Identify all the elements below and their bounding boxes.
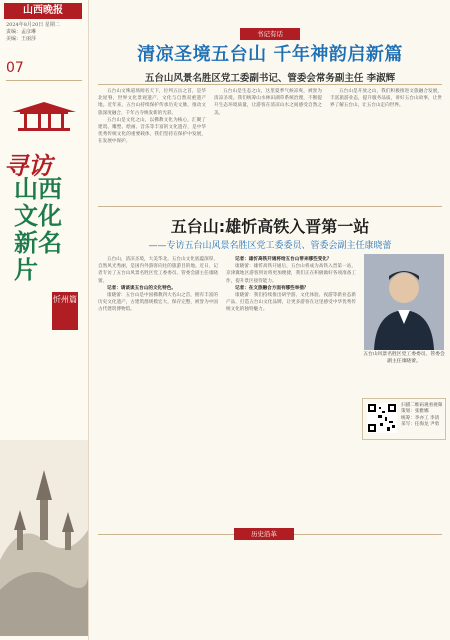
page-headline: 清凉圣境五台山 千年神韵启新篇 [137, 44, 403, 65]
issue-editor: 责编：孟彦琳 [6, 29, 37, 35]
paragraph: 五台山，清凉圣境，大美华北。五台山文化底蕴深厚，自然风光秀丽，是国内外游客向往的旅游目的地。近日，记者专访了五台山风景名胜区党工委委员、管委会副主任康晓蕾。 [98, 257, 218, 284]
issue-date: 2024年8月20日 星期二 [6, 22, 60, 28]
paragraph: 五台山是生态之山，这里夏季气候凉爽，被誉为清凉圣境。我们统筹山水林田湖草系统治理，不断提升生态环境质量，让游客在清凉山水之间感受自然之美。 [214, 89, 322, 116]
sidebar [0, 0, 89, 640]
column-title: 山西文化新名片 [14, 175, 62, 284]
paragraph: 康晓蕾：我们持续推出研学游、文化体验、夜游等新业态新产品，打造五台山文化品牌，让更多游客在这里感受中华优秀传统文化的独特魅力。 [226, 293, 356, 313]
qr-text-line: 策划：张雅娜 [401, 409, 429, 415]
qr-text-line: 扫描二维码观看视频 [401, 403, 443, 408]
article-headline: 五台山:雄忻高铁入晋第一站 [170, 217, 370, 236]
paragraph: 五台山是文化之山，以佛教文化为核心，汇聚了建筑、雕塑、绘画、音乐等丰富的文化遗存，是中华优秀传统文化的重要载体，我们坚持在保护中发展，在发展中保护。 [98, 117, 206, 145]
qr-text-line: 统筹：李亦工 李清 [401, 415, 440, 421]
question: 记者：请谈谈五台山的文化特色。 [107, 285, 176, 291]
top-byline: 五台山风景名胜区党工委副书记、管委会常务副主任 李淑辉 [144, 73, 396, 84]
top-article-col-1 [98, 88, 206, 202]
article-col-1 [98, 256, 218, 520]
issue-designer: 美编：王丽莎 [6, 36, 37, 42]
qr-code-icon[interactable] [367, 403, 397, 433]
page-number: 07 [6, 60, 24, 76]
paragraph: 五台山是开放之山，我们积极推进文旅融合发展，丰富旅游业态，提升服务品质，讲好五台山故事，让世界了解五台山，让五台山走向世界。 [330, 89, 442, 109]
region-tag: 忻州篇 [52, 292, 78, 330]
search-word: 寻访 [4, 151, 52, 180]
section-tag: 书记有话 [240, 28, 300, 40]
article-col-2 [226, 256, 356, 520]
qr-text-line: 采写：任海龙 尹勇 [401, 422, 440, 428]
divider [6, 80, 82, 81]
paragraph: 康晓蕾：五台山是中国佛教四大名山之首，拥有丰富的历史文化遗产，古建筑群规模宏大，保存完整，被誉为中国古代建筑博物馆。 [98, 293, 218, 313]
divider [98, 206, 442, 207]
qr-panel [362, 398, 446, 440]
masthead: 山西晚报 [4, 3, 82, 19]
paragraph: 康晓蕾：雄忻高铁开通后，五台山将成为高铁入晋第一站，京津冀地区游客到访将更加便捷，我们正在积极做好各项准备工作，提升景区接待能力。 [226, 264, 356, 284]
qr-credits [401, 403, 443, 429]
top-article-col-2 [214, 88, 322, 202]
question: 记者：雄忻高铁开通将给五台山带来哪些变化？ [235, 257, 332, 262]
portrait-image [364, 254, 444, 350]
portrait-photo [364, 254, 444, 350]
photo-caption: 五台山风景名胜区党工委委员、管委会副主任康晓蕾。 [363, 352, 445, 364]
main-content [94, 0, 446, 640]
article-subhead: ——专访五台山风景名胜区党工委委员、管委会副主任康晓蕾 [148, 241, 392, 251]
pavilion-icon [8, 100, 80, 132]
history-tag: 历史沿革 [234, 528, 294, 540]
issue-meta [6, 22, 86, 43]
paragraph: 五台山文殊道场闻名天下，位列五岳之首，是华北屋脊，世界文化景观遗产，文化与自然双重遗产地。近年来，五台山持续保护传承历史文脉，推动文旅深度融合，千年古寺焕发新的光彩。 [98, 89, 206, 116]
question: 记者：在文旅融合方面有哪些举措？ [235, 285, 309, 291]
temple-illustration [0, 440, 88, 636]
divider [98, 84, 442, 85]
top-article-col-3 [330, 88, 442, 202]
